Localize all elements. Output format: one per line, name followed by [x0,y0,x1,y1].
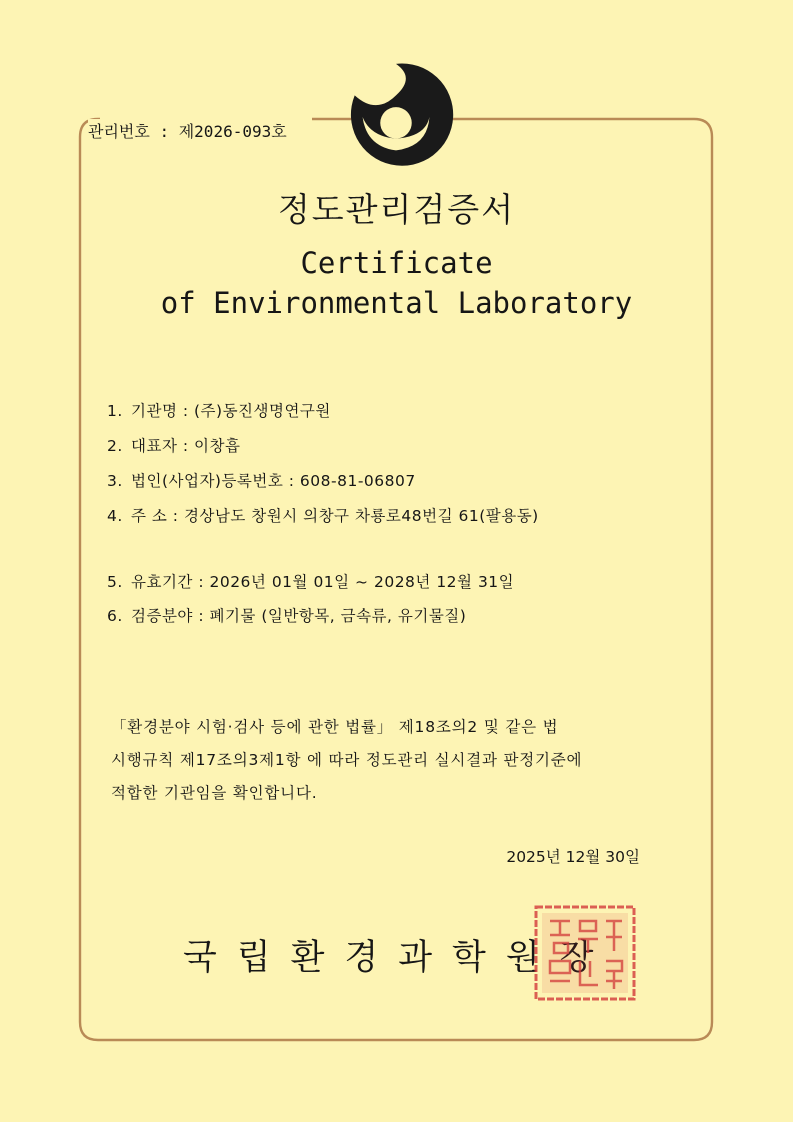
official-seal-icon [532,903,638,1003]
page-title: 정도관리검증서 [277,190,516,229]
taegeuk-emblem-icon [337,56,455,174]
certificate-number: 관리번호 : 제2026-093호 [88,119,293,142]
item-validity-period [107,570,514,592]
item-text: 주 소 : 경상남도 창원시 의창구 차룡로48번길 61(팔용동) [131,507,539,525]
item-number: 1. [107,402,123,420]
item-text: 법인(사업자)등록번호 : 608-81-06807 [131,472,416,490]
statement-line-1: 「환경분야 시험·검사 등에 관한 법률」 제18조의2 및 같은 법 [111,718,559,736]
item-representative [107,434,240,456]
english-title-line-1: Certificate [300,246,493,280]
item-text: 대표자 : 이창흡 [131,437,241,455]
item-text: 기관명 : (주)동진생명연구원 [131,402,331,420]
item-number: 4. [107,507,123,525]
item-number: 5. [107,573,123,591]
item-number: 2. [107,437,123,455]
issue-date: 2025년 12월 30일 [506,848,640,866]
item-address [107,504,539,526]
item-registration-number [107,469,416,491]
statement-line-2: 시행규칙 제17조의3제1항 에 따라 정도관리 실시결과 판정기준에 [111,751,583,769]
item-number: 6. [107,607,123,625]
statement-line-3: 적합한 기관임을 확인합니다. [111,784,318,802]
item-text: 유효기간 : 2026년 01월 01일 ~ 2028년 12월 31일 [131,573,515,591]
item-text: 검증분야 : 폐기물 (일반항목, 금속류, 유기물질) [131,607,467,625]
english-title-line-2: of Environmental Laboratory [160,286,633,320]
issuer-name: 국립환경과학원장 [183,938,614,978]
item-number: 3. [107,472,123,490]
item-verification-field [107,604,466,626]
item-organization [107,399,331,421]
